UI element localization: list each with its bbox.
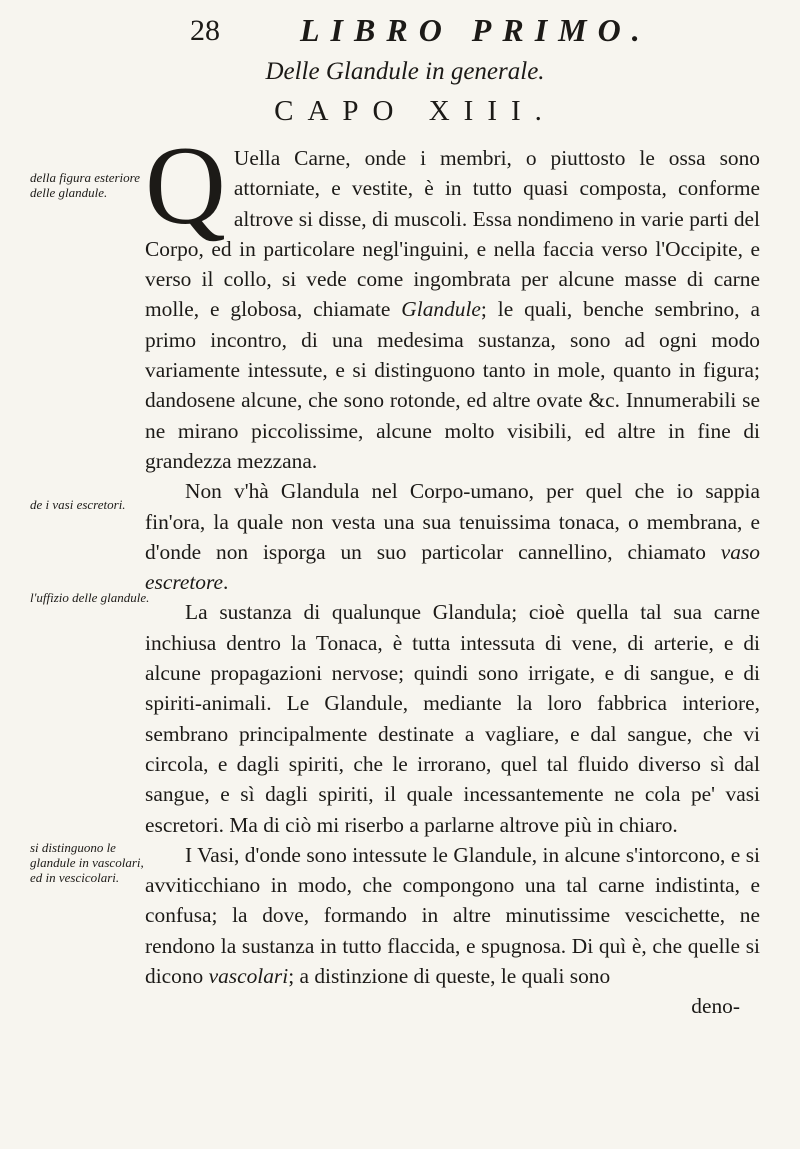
margin-note: della figura esteriore delle glandule. [30,170,141,200]
paragraph [145,840,760,991]
paragraph-text: ; le quali, benche sembrino, a primo incontro, di una medesima sustanza, sono ad ogni modo variamente intessute, e si distinguono tanto in mole, quanto in figura; dandosene alcune, che sono rotonde, ed altre ovate &c. Innumerabili se ne mirano piccolissime, alcune molto visibili, ed altre in fine di grandezza mezzana. [145,297,760,473]
paragraph-text: . [223,570,229,595]
term-glandule: Glandule [401,297,481,322]
catchword: deno- [691,994,740,1019]
chapter-title: CAPO XIII. [274,95,556,127]
body-text [145,124,760,1022]
paragraph [145,597,760,839]
drop-cap: Q [145,124,226,248]
margin-note: l'uffizio delle glandule. [30,590,150,605]
term-vaso-escretore: vaso escretore [145,539,760,595]
paragraph [145,124,760,476]
paragraph-text: Uella Carne, onde i membri, o piuttosto le ossa sono attorniate, e vestite, è in tutto quasi composta, conforme altrove si disse, di muscoli. Essa nondimeno in varie parti del Corpo, ed in particolare negl'inguini, e nella faccia verso l'Occipite, e verso il collo, si vede come ingombrata per alcune masse di carne molle, e globosa, chiamate [145,146,760,322]
section-title: Delle Glandule in generale. [265,58,545,85]
running-head: LIBRO PRIMO. [300,12,651,48]
paragraph-text: La sustanza di qualunque Glandula; cioè quella tal sua carne inchiusa dentro la Tonaca, è tutta intessuta di vene, di arterie, e di alcune propagazioni nervose; quindi sono irrigate, e di sangue, e di spiriti-animali. Le Glandule, mediante la loro fabbrica interiore, sembrano principalmente destinate a vagliare, e dal sangue, che vi circola, e dagli spiriti, che le irrorano, quel tal fluido diverso sì dal sangue, e sì dagli spiriti, il quale incessantemente ne cola pe' vasi escretori. Ma di ciò mi riserbo a parlarne altrove più in chiaro. [145,600,760,837]
paragraph-text: ; a distinzione di queste, le quali sono [288,964,611,989]
paragraph-text: Non v'hà Glandula nel Corpo-umano, per quel che io sappia fin'ora, la quale non vesta una sua tenuissima tonaca, o membrana, e d'onde non isporga un suo particolar cannellino, chiamato [145,479,760,564]
page-number: 28 [190,14,220,47]
margin-note: de i vasi escretori. [30,497,126,512]
margin-note: si distinguono le glandule in vascolari, ed in vescicolari. [30,840,144,885]
paragraph [145,476,760,597]
paragraph-text: I Vasi, d'onde sono intessute le Glandule, in alcune s'intorcono, e si avviticchiano in modo, che compongono una tal carne indistinta, e confusa; la dove, formando in altre minutissime vescichette, ne rendono la sustanza in tutto flaccida, e spugnosa. Di quì è, che quelle si dicono [145,842,760,989]
term-vascolari: vascolari [208,964,289,989]
